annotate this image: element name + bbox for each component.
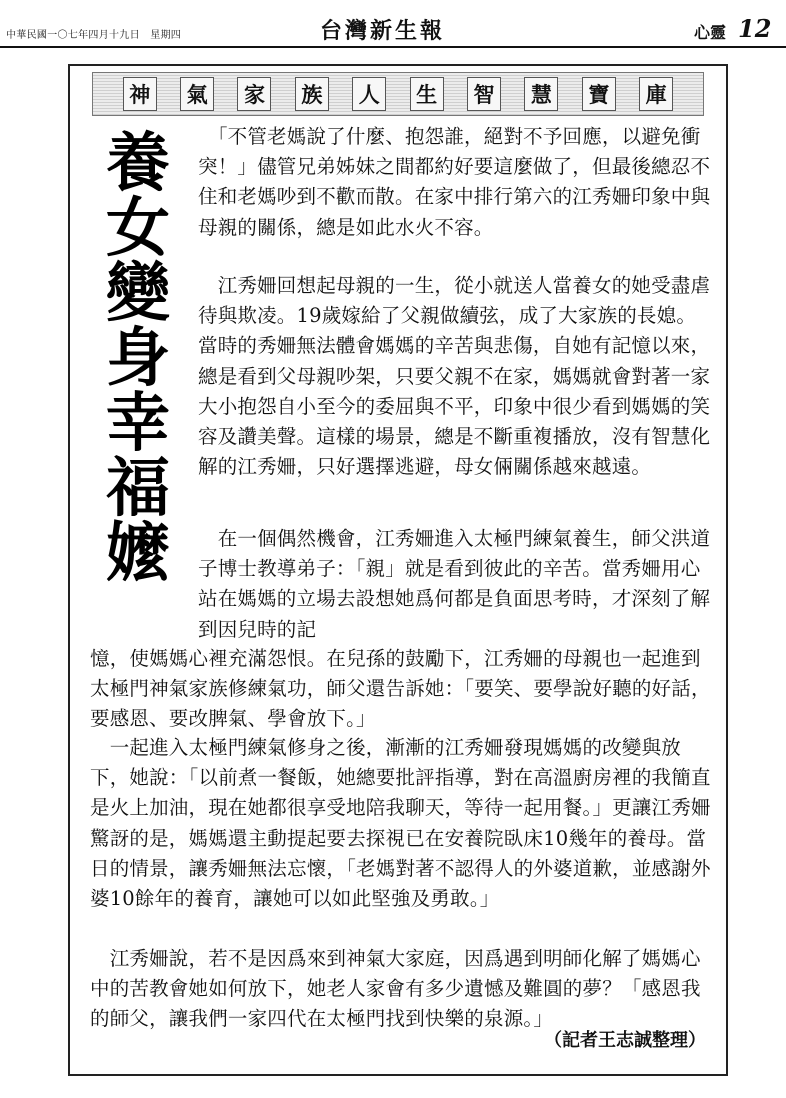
reporter-byline: （記者王志誠整理） bbox=[544, 1030, 706, 1051]
banner-char: 慧 bbox=[524, 77, 558, 111]
banner-char: 氣 bbox=[180, 77, 214, 111]
page-number: 12 bbox=[738, 14, 772, 43]
banner-char: 族 bbox=[295, 77, 329, 111]
banner-char: 寶 bbox=[582, 77, 616, 111]
banner-char: 家 bbox=[237, 77, 271, 111]
body-paragraph: 一起進入太極門練氣修身之後，漸漸的江秀姍發現媽媽的改變與放下，她說：「以前煮一餐飯，她總要批評指導，對在高溫廚房裡的我簡直是火上加油，現在她都很享受地陪我聊天，等待一起用餐。」更讓江秀姍驚訝的是，媽媽還主動提起要去探視已在安養院臥床10幾年的養母。當日的情景，讓秀姍無法忘懷，「老媽對著不認得人的外婆道歉，並感謝外婆10餘年的養育，讓她可以如此堅強及勇敢。」 bbox=[90, 736, 711, 911]
column-banner bbox=[92, 72, 704, 116]
banner-char: 智 bbox=[467, 77, 501, 111]
headline-char: 幸 bbox=[106, 387, 170, 461]
banner-char: 庫 bbox=[639, 77, 673, 111]
body-paragraph: 江秀姍說，若不是因爲來到神氣大家庭，因爲遇到明師化解了媽媽心中的苦教會她如何放下，她老人家會有多少遺憾及難圓的夢？「感恩我的師父，讓我們一家四代在太極門找到快樂的泉源。」 bbox=[90, 947, 701, 1031]
section-name: 心靈 bbox=[694, 23, 727, 42]
banner-char: 神 bbox=[123, 77, 157, 111]
newspaper-name: 台灣新生報 bbox=[320, 19, 446, 44]
headline-char: 女 bbox=[106, 192, 170, 266]
article-box bbox=[68, 64, 728, 1076]
headline-char: 養 bbox=[106, 127, 170, 201]
headline-char: 嬤 bbox=[106, 517, 170, 591]
publication-date: 中華民國一〇七年四月十九日 星期四 bbox=[6, 30, 182, 41]
body-paragraph: 在一個偶然機會，江秀姍進入太極門練氣養生，師父洪道子博士教導弟子：「親」就是看到彼此的辛苦。當秀姍用心站在媽媽的立場去設想她爲何都是負面思考時，才深刻了解到因兒時的記 bbox=[198, 527, 711, 641]
headline-char: 福 bbox=[106, 452, 170, 526]
article-headline bbox=[92, 127, 184, 591]
masthead-rule bbox=[0, 46, 786, 48]
banner-char: 人 bbox=[352, 77, 386, 111]
banner-char: 生 bbox=[410, 77, 444, 111]
headline-char: 變 bbox=[106, 257, 170, 331]
body-paragraph: 江秀姍回想起母親的一生，從小就送人當養女的她受盡虐待與欺凌。19歲嫁給了父親做續弦，成了大家族的長媳。當時的秀姍無法體會媽媽的辛苦與悲傷，自她有記憶以來，總是看到父母親吵架，只要父親不在家，媽媽就會對著一家大小抱怨自小至今的委屈與不平，印象中很少看到媽媽的笑容及讚美聲。這樣的場景，總是不斷重複播放，沒有智慧化解的江秀姍，只好選擇逃避，母女倆關係越來越遠。 bbox=[198, 274, 711, 479]
masthead bbox=[0, 0, 786, 48]
headline-char: 身 bbox=[106, 322, 170, 396]
body-paragraph: 憶，使媽媽心裡充滿怨恨。在兒孫的鼓勵下，江秀姍的母親也一起進到太極門神氣家族修練氣功，師父還告訴她：「要笑、要學說好聽的好話，要感恩、要改脾氣、學會放下。」 bbox=[90, 647, 711, 731]
body-paragraph: 「不管老媽說了什麼、抱怨誰，絕對不予回應，以避免衝突！」儘管兄弟姊妹之間都約好要這麼做了，但最後總忍不住和老媽吵到不歡而散。在家中排行第六的江秀姍印象中與母親的關係，總是如此水火不容。 bbox=[198, 125, 711, 239]
